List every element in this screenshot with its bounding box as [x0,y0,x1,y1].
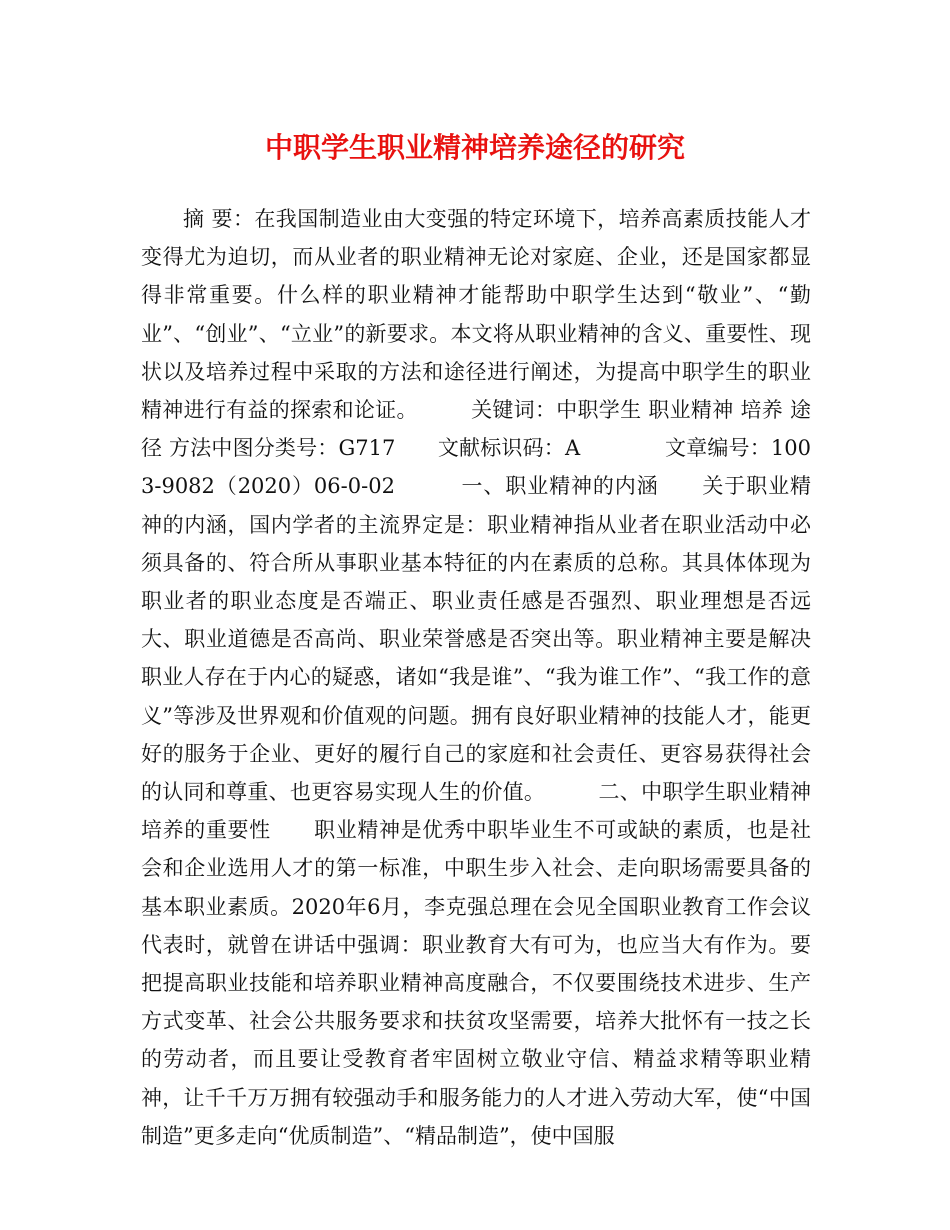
document-body: 摘 要：在我国制造业由大变强的特定环境下，培养高素质技能人才变得尤为迫切，而从业者的职业精神无论对家庭、企业，还是国家都显得非常重要。什么样的职业精神才能帮助中职学生达到“敬业”、“勤业”、“创业”、“立业”的新要求。本文将从职业精神的含义、重要性、现状以及培养过程中采取的方法和途径进行阐述，为提高中职学生的职业精神进行有益的探索和论证。 关键词：中职学生 职业精神 培养 途径 方法中图分类号：G717 文献标识码：A 文章编号：1003-9082（2020）06-0-02 一、职业精神的内涵 关于职业精神的内涵，国内学者的主流界定是：职业精神指从业者在职业活动中必须具备的、符合所从事职业基本特征的内在素质的总称。其具体体现为职业者的职业态度是否端正、职业责任感是否强烈、职业理想是否远大、职业道德是否高尚、职业荣誉感是否突出等。职业精神主要是解决职业人存在于内心的疑惑，诸如“我是谁”、“我为谁工作”、“我工作的意义”等涉及世界观和价值观的问题。拥有良好职业精神的技能人才，能更好的服务于企业、更好的履行自己的家庭和社会责任、更容易获得社会的认同和尊重、也更容易实现人生的价值。 二、中职学生职业精神培养的重要性 职业精神是优秀中职毕业生不可或缺的素质，也是社会和企业选用人才的第一标准，中职生步入社会、走向职场需要具备的基本职业素质。2020年6月，李克强总理在会见全国职业教育工作会议代表时，就曾在讲话中强调：职业教育大有可为，也应当大有作为。要把提高职业技能和培养职业精神高度融合，不仅要围绕技术进步、生产方式变革、社会公共服务要求和扶贫攻坚需要，培养大批怀有一技之长的劳动者，而且要让受教育者牢固树立敬业守信、精益求精等职业精神，让千千万万拥有较强动手和服务能力的人才进入劳动大军，使“中国制造”更多走向“优质制造”、“精品制造”，使中国服 [141,207,811,1148]
document-title: 中职学生职业精神培养途径的研究 [264,131,685,164]
